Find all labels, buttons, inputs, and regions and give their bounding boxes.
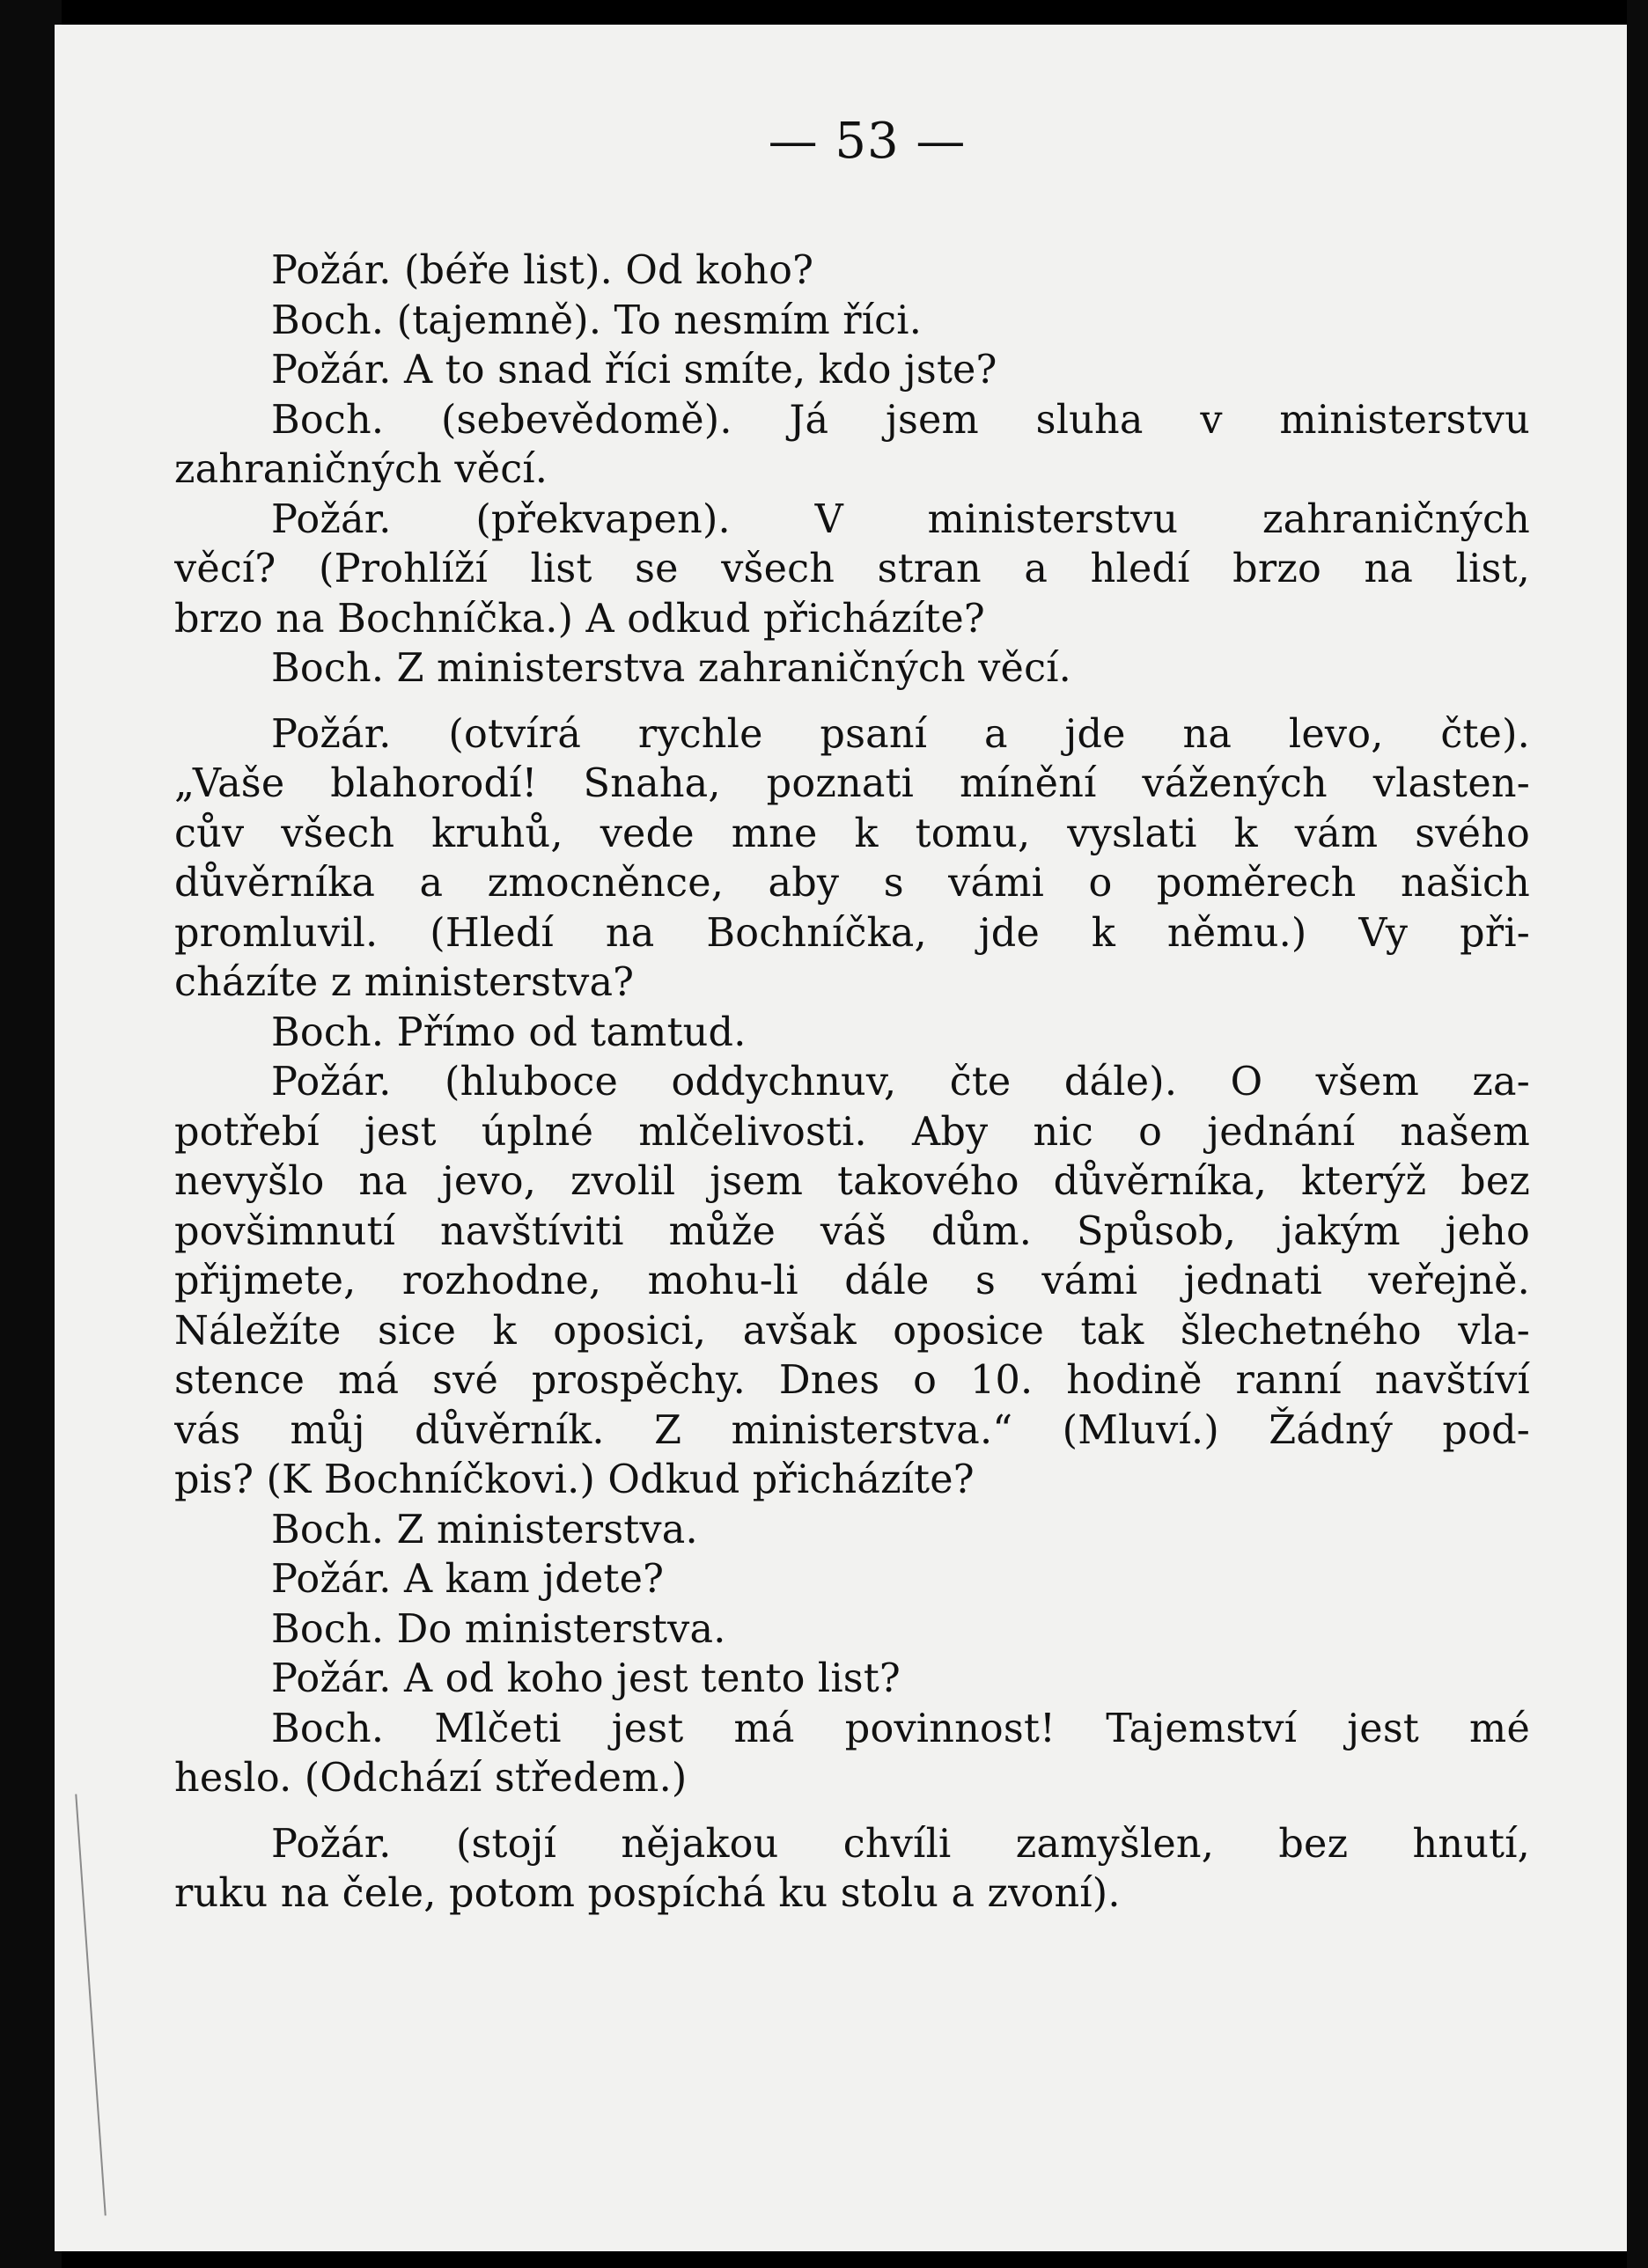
text-line: cův všech kruhů, vede mne k tomu, vyslati k vám svého xyxy=(174,811,1530,856)
text-line: Požár. (hluboce oddychnuv, čte dále). O všem za- xyxy=(271,1060,1530,1105)
body-text xyxy=(174,246,1530,1919)
text-line: Boch. Do ministerstva. xyxy=(271,1606,726,1652)
text-line: Požár. A od koho jest tento list? xyxy=(271,1656,901,1701)
text-line: Boch. Z ministerstva zahraničných věcí. xyxy=(271,646,1071,691)
text-line: Boch. Z ministerstva. xyxy=(271,1507,698,1552)
text-line: přijmete, rozhodne, mohu-li dále s vámi jednati veřejně. xyxy=(174,1259,1530,1303)
scan-border-right xyxy=(1627,0,1648,2268)
page-number: — 53 — xyxy=(768,113,967,170)
margin-pencil-mark xyxy=(75,1795,106,2216)
text-line: Požár. A to snad říci smíte, kdo jste? xyxy=(271,348,997,393)
text-line: Boch. (tajemně). To nesmím říci. xyxy=(271,297,923,343)
text-line: „Vaše blahorodí! Snaha, poznati mínění vážených vlasten- xyxy=(174,761,1530,806)
text-line: promluvil. (Hledí na Bochníčka, jde k němu.) Vy při- xyxy=(174,910,1530,956)
scan-border-left xyxy=(0,0,62,2268)
text-line: Boch. Přímo od tamtud. xyxy=(271,1009,747,1055)
dialogue-text xyxy=(174,246,1530,1919)
text-line: vás můj důvěrník. Z ministerstva.“ (Mluví.) Žádný pod- xyxy=(174,1407,1530,1453)
text-line: Boch. Mlčeti jest má povinnost! Tajemství jest mé xyxy=(271,1706,1530,1751)
text-line: heslo. (Odchází středem.) xyxy=(174,1756,688,1801)
text-line: brzo na Bochníčka.) A odkud přicházíte? xyxy=(174,596,985,642)
book-page xyxy=(55,25,1627,2251)
text-line: stence má své prospěchy. Dnes o 10. hodině ranní navštíví xyxy=(174,1358,1530,1403)
text-line: Požár. (otvírá rychle psaní a jde na levo, čte). xyxy=(271,711,1530,757)
text-line: Požár. (stojí nějakou chvíli zamyšlen, bez hnutí, xyxy=(271,1821,1530,1867)
text-line: Požár. (překvapen). V ministerstvu zahraničných xyxy=(271,496,1530,542)
paragraph-gap xyxy=(174,694,1530,710)
text-line: potřebí jest úplné mlčelivosti. Aby nic o jednání našem xyxy=(174,1109,1530,1155)
text-line: zahraničných věcí. xyxy=(174,447,548,492)
text-line: důvěrníka a zmocněnce, aby s vámi o poměrech našich xyxy=(174,861,1530,906)
paragraph-gap xyxy=(174,1804,1530,1820)
text-line: Náležíte sice k oposici, avšak oposice tak šlechetného vla- xyxy=(174,1308,1530,1354)
text-line: Požár. A kam jdete? xyxy=(271,1557,665,1602)
text-line: povšimnutí navštíviti může váš dům. Spůsob, jakým jeho xyxy=(174,1208,1530,1254)
text-line: Boch. (sebevědomě). Já jsem sluha v ministerstvu xyxy=(271,397,1530,443)
text-line: ruku na čele, potom pospíchá ku stolu a zvoní). xyxy=(174,1871,1121,1916)
text-line: nevyšlo na jevo, zvolil jsem takového důvěrníka, kterýž bez xyxy=(174,1159,1530,1204)
text-line: pis? (K Bochníčkovi.) Odkud přicházíte? xyxy=(174,1457,975,1502)
text-line: věcí? (Prohlíží list se všech stran a hledí brzo na list, xyxy=(174,547,1530,591)
text-line: Požár. (béře list). Od koho? xyxy=(271,248,814,293)
text-line: cházíte z ministerstva? xyxy=(174,960,635,1005)
